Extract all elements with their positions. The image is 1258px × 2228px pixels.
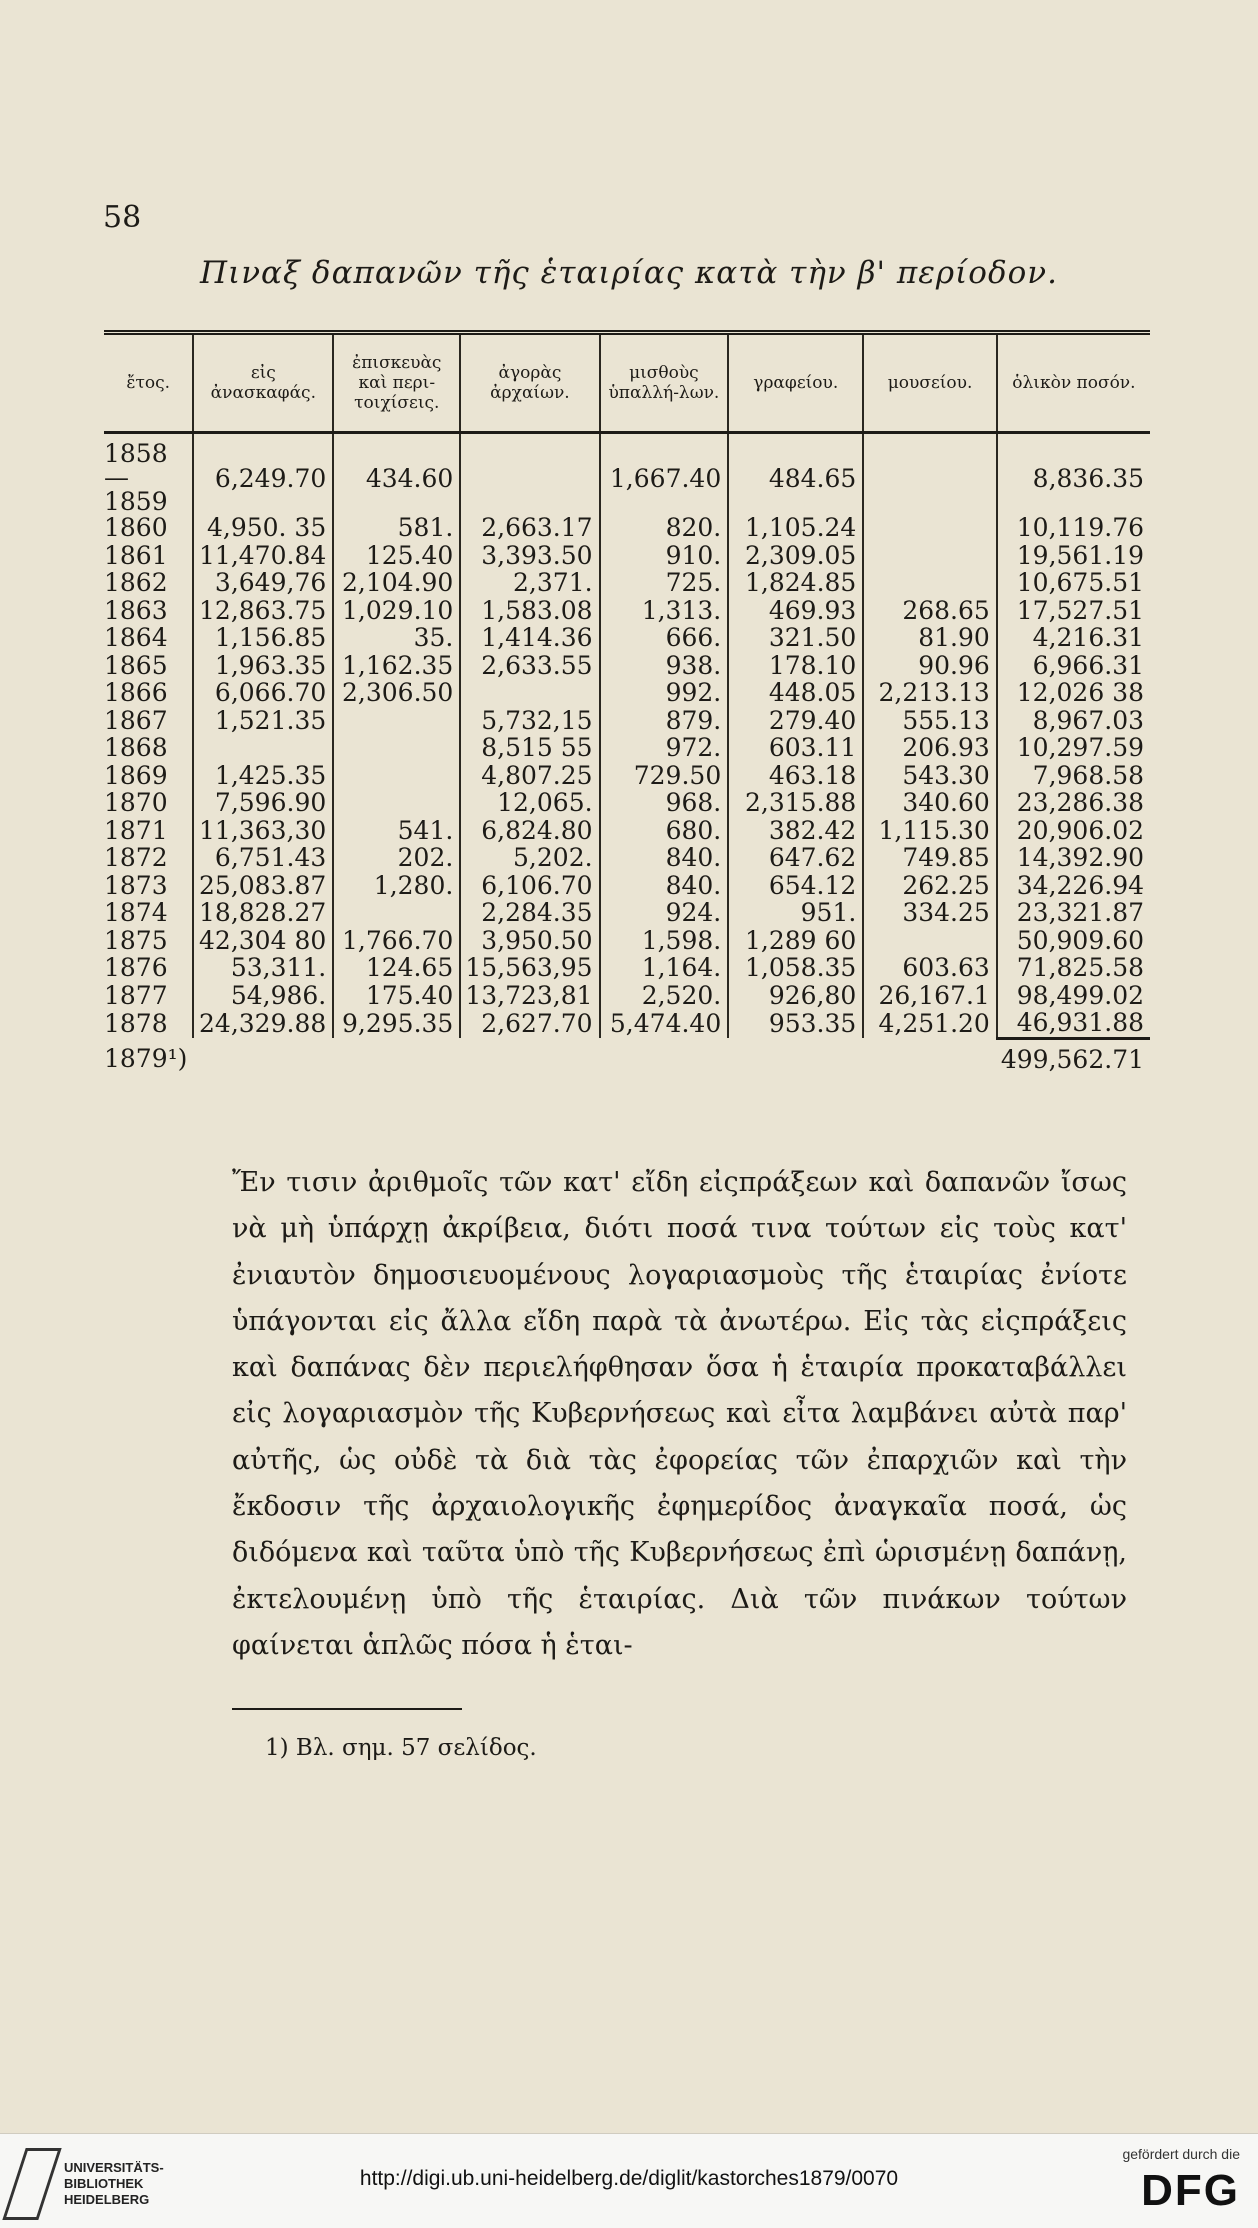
amount-cell: 543.30 — [863, 762, 997, 790]
amount-cell: 321.50 — [728, 624, 863, 652]
amount-cell: 1,115.30 — [863, 817, 997, 845]
amount-cell: 5,474.40 — [600, 1009, 729, 1038]
amount-cell: 5,202. — [460, 844, 599, 872]
amount-cell: 8,967.03 — [997, 707, 1150, 735]
year-cell: 1861 — [104, 540, 168, 570]
amount-cell: 340.60 — [863, 789, 997, 817]
amount-cell: 910. — [600, 542, 729, 570]
year-cell: 1871 — [104, 815, 168, 845]
amount-cell: 654.12 — [728, 872, 863, 900]
header-year: ἔτος. — [104, 333, 193, 433]
amount-cell: 54,986. — [193, 982, 333, 1010]
amount-cell — [333, 789, 460, 817]
amount-cell: 90.96 — [863, 652, 997, 680]
table-title: Πιναξ δαπανῶν τῆς ἑταιρίας κατὰ τὴν β' περίοδον. — [200, 255, 1058, 291]
amount-cell: 1,313. — [600, 597, 729, 625]
table-header-row — [104, 333, 1150, 433]
amount-cell: 8,836.35 — [997, 433, 1150, 515]
amount-cell: 6,966.31 — [997, 652, 1150, 680]
sponsor-note: gefördert durch die — [1122, 2146, 1240, 2162]
amount-cell: 178.10 — [728, 652, 863, 680]
amount-cell: 17,527.51 — [997, 597, 1150, 625]
table-row — [104, 624, 1150, 652]
amount-cell: 53,311. — [193, 954, 333, 982]
amount-cell: 840. — [600, 872, 729, 900]
viewer-footer — [0, 2133, 1258, 2228]
amount-cell: 1,058.35 — [728, 954, 863, 982]
table-row — [104, 872, 1150, 900]
year-cell: 1873 — [104, 870, 168, 900]
amount-cell: 20,906.02 — [997, 817, 1150, 845]
amount-cell: 448.05 — [728, 679, 863, 707]
amount-cell: 81.90 — [863, 624, 997, 652]
total-row — [104, 1038, 1150, 1080]
amount-cell: 555.13 — [863, 707, 997, 735]
amount-cell: 12,863.75 — [193, 597, 333, 625]
amount-cell — [460, 679, 599, 707]
amount-cell: 6,106.70 — [460, 872, 599, 900]
amount-cell: 968. — [600, 789, 729, 817]
year-cell: 1872 — [104, 843, 168, 873]
amount-cell: 10,297.59 — [997, 734, 1150, 762]
table-row — [104, 762, 1150, 790]
amount-cell: 2,627.70 — [460, 1009, 599, 1038]
table-row — [104, 433, 1150, 515]
amount-cell: 5,732,15 — [460, 707, 599, 735]
amount-cell: 434.60 — [333, 433, 460, 515]
amount-cell: 46,931.88 — [997, 1009, 1150, 1038]
amount-cell: 98,499.02 — [997, 982, 1150, 1010]
table-row — [104, 982, 1150, 1010]
amount-cell: 2,371. — [460, 569, 599, 597]
amount-cell: 2,309.05 — [728, 542, 863, 570]
amount-cell: 581. — [333, 514, 460, 542]
amount-cell: 9,295.35 — [333, 1009, 460, 1038]
year-cell: 1864 — [104, 623, 168, 653]
empty-cell — [460, 1038, 599, 1080]
amount-cell: 951. — [728, 899, 863, 927]
amount-cell: 729.50 — [600, 762, 729, 790]
year-cell: 1866 — [104, 678, 168, 708]
amount-cell: 268.65 — [863, 597, 997, 625]
amount-cell: 4,950. 35 — [193, 514, 333, 542]
year-cell: 1860 — [104, 513, 168, 543]
body-paragraph: Ἔν τισιν ἀριθμοῖς τῶν κατ' εἴδη εἰςπράξεων καὶ δαπανῶν ἴσως νὰ μὴ ὑπάρχῃ ἀκρίβεια, διότι ποσά τινα τούτων εἰς τοὺς κατ' ἐνιαυτὸν δημοσιευομένους λογαριασμοὺς τῆς ἑταιρίας ἐνίοτε ὑπάγονται εἰς ἄλλα εἴδη παρὰ τὰ ἀνωτέρω. Εἰς τὰς εἰςπράξεις καὶ δαπάνας δὲν περιελήφθησαν ὅσα ἡ ἑταιρία προκαταβάλλει εἰς λογαριασμὸν τῆς Κυβερνήσεως καὶ εἶτα λαμβάνει αὐτὰ παρ' αὐτῆς, ὡς οὐδὲ τὰ διὰ τὰς ἐφορείας τῶν ἐπαρχιῶν καὶ τὴν ἔκδοσιν τῆς ἀρχαιολογικῆς ἐφημερίδος ἀναγκαῖα ποσά, ὡς διδόμενα καὶ ταῦτα ὑπὸ τῆς Κυβερνήσεως ἐπὶ ὡρισμένῃ δαπάνῃ, ἐκτελουμένῃ ὑπὸ τῆς ἑταιρίας. Διὰ τῶν πινάκων τούτων φαίνεται ἁπλῶς πόσα ἡ ἑται- — [232, 1167, 1127, 1661]
amount-cell: 3,950.50 — [460, 927, 599, 955]
amount-cell: 1,414.36 — [460, 624, 599, 652]
table-row — [104, 817, 1150, 845]
amount-cell: 1,164. — [600, 954, 729, 982]
amount-cell: 820. — [600, 514, 729, 542]
header-repairs: ἐπισκευὰς καὶ περι-τοιχίσεις. — [333, 333, 460, 433]
table-row — [104, 1009, 1150, 1038]
library-name: UNIVERSITÄTS- BIBLIOTHEK HEIDELBERG — [64, 2160, 164, 2207]
year-cell: 1875 — [104, 925, 168, 955]
year-cell: 1878 — [104, 1009, 168, 1038]
amount-cell: 6,066.70 — [193, 679, 333, 707]
amount-cell: 6,751.43 — [193, 844, 333, 872]
amount-cell — [460, 433, 599, 515]
amount-cell: 4,807.25 — [460, 762, 599, 790]
amount-cell: 34,226.94 — [997, 872, 1150, 900]
year-cell: 1868 — [104, 733, 168, 763]
amount-cell: 2,284.35 — [460, 899, 599, 927]
amount-cell: 24,329.88 — [193, 1009, 333, 1038]
amount-cell: 15,563,95 — [460, 954, 599, 982]
amount-cell: 1,156.85 — [193, 624, 333, 652]
amount-cell: 35. — [333, 624, 460, 652]
amount-cell: 666. — [600, 624, 729, 652]
table-row — [104, 844, 1150, 872]
amount-cell: 647.62 — [728, 844, 863, 872]
amount-cell: 206.93 — [863, 734, 997, 762]
amount-cell: 1,824.85 — [728, 569, 863, 597]
amount-cell: 262.25 — [863, 872, 997, 900]
amount-cell: 25,083.87 — [193, 872, 333, 900]
table-row — [104, 899, 1150, 927]
header-office: γραφείου. — [728, 333, 863, 433]
amount-cell: 938. — [600, 652, 729, 680]
amount-cell: 953.35 — [728, 1009, 863, 1038]
year-cell: 1869 — [104, 760, 168, 790]
amount-cell: 6,249.70 — [193, 433, 333, 515]
year-cell: 1876 — [104, 953, 168, 983]
amount-cell: 382.42 — [728, 817, 863, 845]
amount-cell: 12,026 38 — [997, 679, 1150, 707]
header-purchases: ἀγορὰς ἀρχαίων. — [460, 333, 599, 433]
table-row — [104, 514, 1150, 542]
amount-cell: 11,470.84 — [193, 542, 333, 570]
amount-cell — [863, 514, 997, 542]
amount-cell: 484.65 — [728, 433, 863, 515]
amount-cell: 4,216.31 — [997, 624, 1150, 652]
empty-cell — [193, 1038, 333, 1080]
amount-cell: 12,065. — [460, 789, 599, 817]
amount-cell: 10,675.51 — [997, 569, 1150, 597]
amount-cell — [863, 433, 997, 515]
amount-cell — [863, 927, 997, 955]
amount-cell: 334.25 — [863, 899, 997, 927]
amount-cell: 2,306.50 — [333, 679, 460, 707]
table-row — [104, 734, 1150, 762]
year-cell: 1865 — [104, 650, 168, 680]
amount-cell: 13,723,81 — [460, 982, 599, 1010]
amount-cell: 1,598. — [600, 927, 729, 955]
amount-cell: 3,393.50 — [460, 542, 599, 570]
amount-cell: 924. — [600, 899, 729, 927]
amount-cell: 7,596.90 — [193, 789, 333, 817]
amount-cell: 840. — [600, 844, 729, 872]
amount-cell: 2,213.13 — [863, 679, 997, 707]
table-row — [104, 569, 1150, 597]
amount-cell: 1,280. — [333, 872, 460, 900]
permalink[interactable]: http://digi.ub.uni-heidelberg.de/diglit/kastorches1879/0070 — [359, 2167, 899, 2190]
amount-cell — [333, 734, 460, 762]
table-row — [104, 652, 1150, 680]
expenses-table — [104, 330, 1150, 1080]
amount-cell: 2,315.88 — [728, 789, 863, 817]
amount-cell — [863, 542, 997, 570]
amount-cell: 3,649,76 — [193, 569, 333, 597]
empty-cell — [600, 1038, 729, 1080]
amount-cell: 1,029.10 — [333, 597, 460, 625]
amount-cell: 992. — [600, 679, 729, 707]
amount-cell — [333, 899, 460, 927]
amount-cell: 2,633.55 — [460, 652, 599, 680]
amount-cell: 18,828.27 — [193, 899, 333, 927]
empty-cell — [863, 1038, 997, 1080]
amount-cell: 26,167.1 — [863, 982, 997, 1010]
empty-cell — [333, 1038, 460, 1080]
amount-cell: 972. — [600, 734, 729, 762]
amount-cell: 71,825.58 — [997, 954, 1150, 982]
amount-cell: 1,583.08 — [460, 597, 599, 625]
header-salaries: μισθοὺς ὑπαλλή-λων. — [600, 333, 729, 433]
header-total: ὁλικὸν ποσόν. — [997, 333, 1150, 433]
table-row — [104, 954, 1150, 982]
table-row — [104, 789, 1150, 817]
amount-cell: 42,304 80 — [193, 927, 333, 955]
year-cell: 1874 — [104, 898, 168, 928]
amount-cell: 603.63 — [863, 954, 997, 982]
amount-cell: 541. — [333, 817, 460, 845]
amount-cell: 1,521.35 — [193, 707, 333, 735]
year-cell: 1862 — [104, 568, 168, 598]
footnote: 1) Βλ. σημ. 57 σελίδος. — [265, 1735, 537, 1761]
amount-cell: 879. — [600, 707, 729, 735]
amount-cell: 1,667.40 — [600, 433, 729, 515]
amount-cell: 1,289 60 — [728, 927, 863, 955]
amount-cell: 7,968.58 — [997, 762, 1150, 790]
year-cell: 1877 — [104, 980, 168, 1010]
amount-cell: 19,561.19 — [997, 542, 1150, 570]
amount-cell: 603.11 — [728, 734, 863, 762]
header-excavations: εἰς ἀνασκαφάς. — [193, 333, 333, 433]
amount-cell — [193, 734, 333, 762]
table-row — [104, 542, 1150, 570]
amount-cell: 1,162.35 — [333, 652, 460, 680]
amount-cell: 469.93 — [728, 597, 863, 625]
amount-cell: 1,963.35 — [193, 652, 333, 680]
amount-cell: 11,363,30 — [193, 817, 333, 845]
amount-cell: 14,392.90 — [997, 844, 1150, 872]
amount-cell: 1,766.70 — [333, 927, 460, 955]
amount-cell: 175.40 — [333, 982, 460, 1010]
amount-cell: 23,286.38 — [997, 789, 1150, 817]
amount-cell: 23,321.87 — [997, 899, 1150, 927]
amount-cell — [863, 569, 997, 597]
amount-cell: 680. — [600, 817, 729, 845]
amount-cell — [333, 762, 460, 790]
year-cell: 1870 — [104, 788, 168, 818]
amount-cell: 1,425.35 — [193, 762, 333, 790]
amount-cell: 124.65 — [333, 954, 460, 982]
amount-cell: 202. — [333, 844, 460, 872]
year-cell: 1863 — [104, 595, 168, 625]
amount-cell: 279.40 — [728, 707, 863, 735]
table-row — [104, 597, 1150, 625]
amount-cell: 6,824.80 — [460, 817, 599, 845]
table-row — [104, 707, 1150, 735]
year-cell: 1858—1859 — [104, 439, 168, 516]
amount-cell: 725. — [600, 569, 729, 597]
table-row — [104, 679, 1150, 707]
dfg-logo: DFG — [1141, 2166, 1240, 2215]
amount-cell: 926,80 — [728, 982, 863, 1010]
total-label: 1879¹) — [104, 1044, 188, 1074]
amount-cell: 125.40 — [333, 542, 460, 570]
empty-cell — [728, 1038, 863, 1080]
amount-cell: 50,909.60 — [997, 927, 1150, 955]
amount-cell: 8,515 55 — [460, 734, 599, 762]
amount-cell: 10,119.76 — [997, 514, 1150, 542]
table-row — [104, 927, 1150, 955]
footnote-rule — [232, 1708, 462, 1710]
header-museum: μουσείου. — [863, 333, 997, 433]
amount-cell: 4,251.20 — [863, 1009, 997, 1038]
amount-cell: 2,663.17 — [460, 514, 599, 542]
year-cell: 1867 — [104, 705, 168, 735]
amount-cell: 2,104.90 — [333, 569, 460, 597]
amount-cell: 2,520. — [600, 982, 729, 1010]
grand-total: 499,562.71 — [997, 1038, 1150, 1080]
amount-cell — [333, 707, 460, 735]
page-number: 58 — [103, 200, 142, 235]
amount-cell: 749.85 — [863, 844, 997, 872]
amount-cell: 463.18 — [728, 762, 863, 790]
amount-cell: 1,105.24 — [728, 514, 863, 542]
